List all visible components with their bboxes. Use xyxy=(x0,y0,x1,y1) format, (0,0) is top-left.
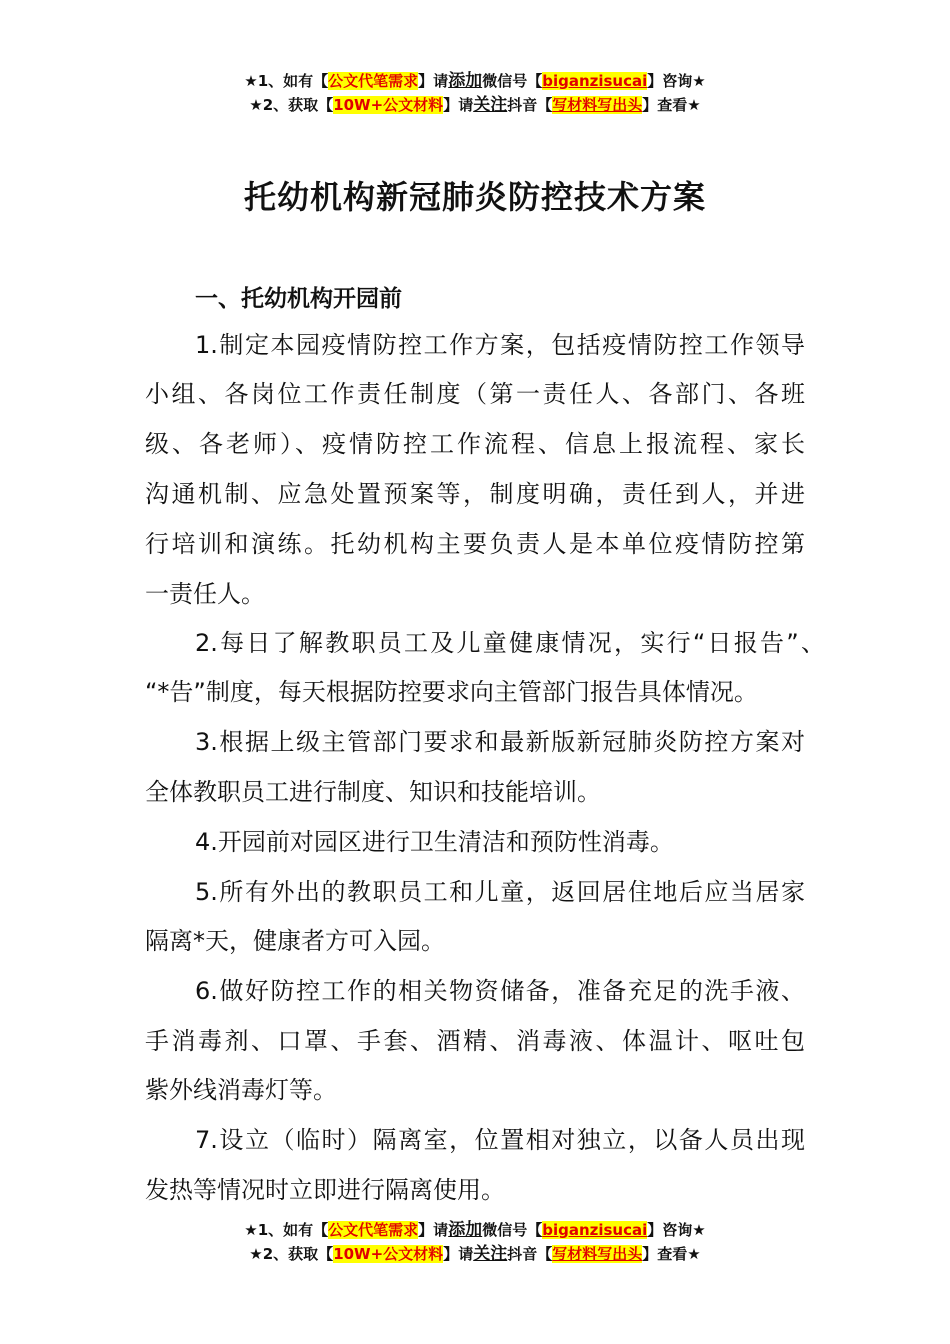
ad-text: 抖音【 xyxy=(507,1245,553,1263)
body-line: 级、各老师）、疫情防控工作流程、信息上报流程、家长 xyxy=(145,430,805,458)
body-line: 2.每日了解教职员工及儿童健康情况，实行“日报告”、 xyxy=(195,629,825,657)
body-line: 隔离*天，健康者方可入园。 xyxy=(145,927,445,955)
document-title: 托幼机构新冠肺炎防控技术方案 xyxy=(243,178,706,216)
body-line: 小组、各岗位工作责任制度（第一责任人、各部门、各班 xyxy=(145,380,805,408)
body-line: 沟通机制、应急处置预案等，制度明确，责任到人，并进 xyxy=(145,480,805,508)
body-line: 4.开园前对园区进行卫生清洁和预防性消毒。 xyxy=(195,828,674,856)
body-line: 3.根据上级主管部门要求和最新版新冠肺炎防控方案对 xyxy=(195,728,805,756)
ad-text: ★1、如有【 xyxy=(244,1221,329,1239)
body-line: 手消毒剂、口罩、手套、酒精、消毒液、体温计、呕吐包 xyxy=(145,1027,805,1055)
ad-text: 】咨询★ xyxy=(647,1221,706,1239)
ad-text: 抖音【 xyxy=(507,96,553,114)
footer-ad-line-1 xyxy=(0,1218,950,1242)
ad-emphasis: 关注 xyxy=(473,1244,508,1264)
body-line: 行培训和演练。托幼机构主要负责人是本单位疫情防控第 xyxy=(145,530,805,558)
ad-text: 】查看★ xyxy=(642,96,701,114)
ad-text: 】请 xyxy=(418,1221,449,1239)
section-heading: 一、托幼机构开园前 xyxy=(195,286,402,312)
ad-text: 微信号【 xyxy=(482,1221,543,1239)
body-line: 1.制定本园疫情防控工作方案，包括疫情防控工作领导 xyxy=(195,331,805,359)
ad-text: 】请 xyxy=(443,96,474,114)
body-line: “*告”制度，每天根据防控要求向主管部门报告具体情况。 xyxy=(145,678,758,706)
footer-ad-line-2 xyxy=(0,1242,950,1266)
body-line: 全体教职员工进行制度、知识和技能培训。 xyxy=(145,778,601,806)
body-line: 7.设立（临时）隔离室，位置相对独立，以备人员出现 xyxy=(195,1126,805,1154)
ad-line-2 xyxy=(0,93,950,117)
ad-text: 】请 xyxy=(443,1245,474,1263)
ad-text: ★2、获取【 xyxy=(249,96,334,114)
ad-highlight: 10W+公文材料 xyxy=(333,96,444,114)
body-line: 5.所有外出的教职员工和儿童，返回居住地后应当居家 xyxy=(195,878,805,906)
ad-highlight: 公文代笔需求 xyxy=(328,1221,419,1239)
ad-emphasis: 关注 xyxy=(473,95,508,115)
wechat-id: biganzisucai xyxy=(542,72,648,90)
ad-text: 】咨询★ xyxy=(647,72,706,90)
ad-highlight: 10W+公文材料 xyxy=(333,1245,444,1263)
douyin-id: 写材料写出头 xyxy=(552,1245,643,1263)
ad-text: 】请 xyxy=(418,72,449,90)
body-line: 发热等情况时立即进行隔离使用。 xyxy=(145,1176,505,1204)
body-line: 6.做好防控工作的相关物资储备，准备充足的洗手液、 xyxy=(195,977,805,1005)
body-line: 一责任人。 xyxy=(145,580,265,608)
ad-text: ★1、如有【 xyxy=(244,72,329,90)
body-line: 紫外线消毒灯等。 xyxy=(145,1076,337,1104)
douyin-id: 写材料写出头 xyxy=(552,96,643,114)
ad-emphasis: 添加 xyxy=(448,71,483,91)
ad-text: ★2、获取【 xyxy=(249,1245,334,1263)
ad-emphasis: 添加 xyxy=(448,1220,483,1240)
ad-line-1 xyxy=(0,69,950,93)
ad-text: 】查看★ xyxy=(642,1245,701,1263)
ad-highlight: 公文代笔需求 xyxy=(328,72,419,90)
wechat-id: biganzisucai xyxy=(542,1221,648,1239)
ad-text: 微信号【 xyxy=(482,72,543,90)
